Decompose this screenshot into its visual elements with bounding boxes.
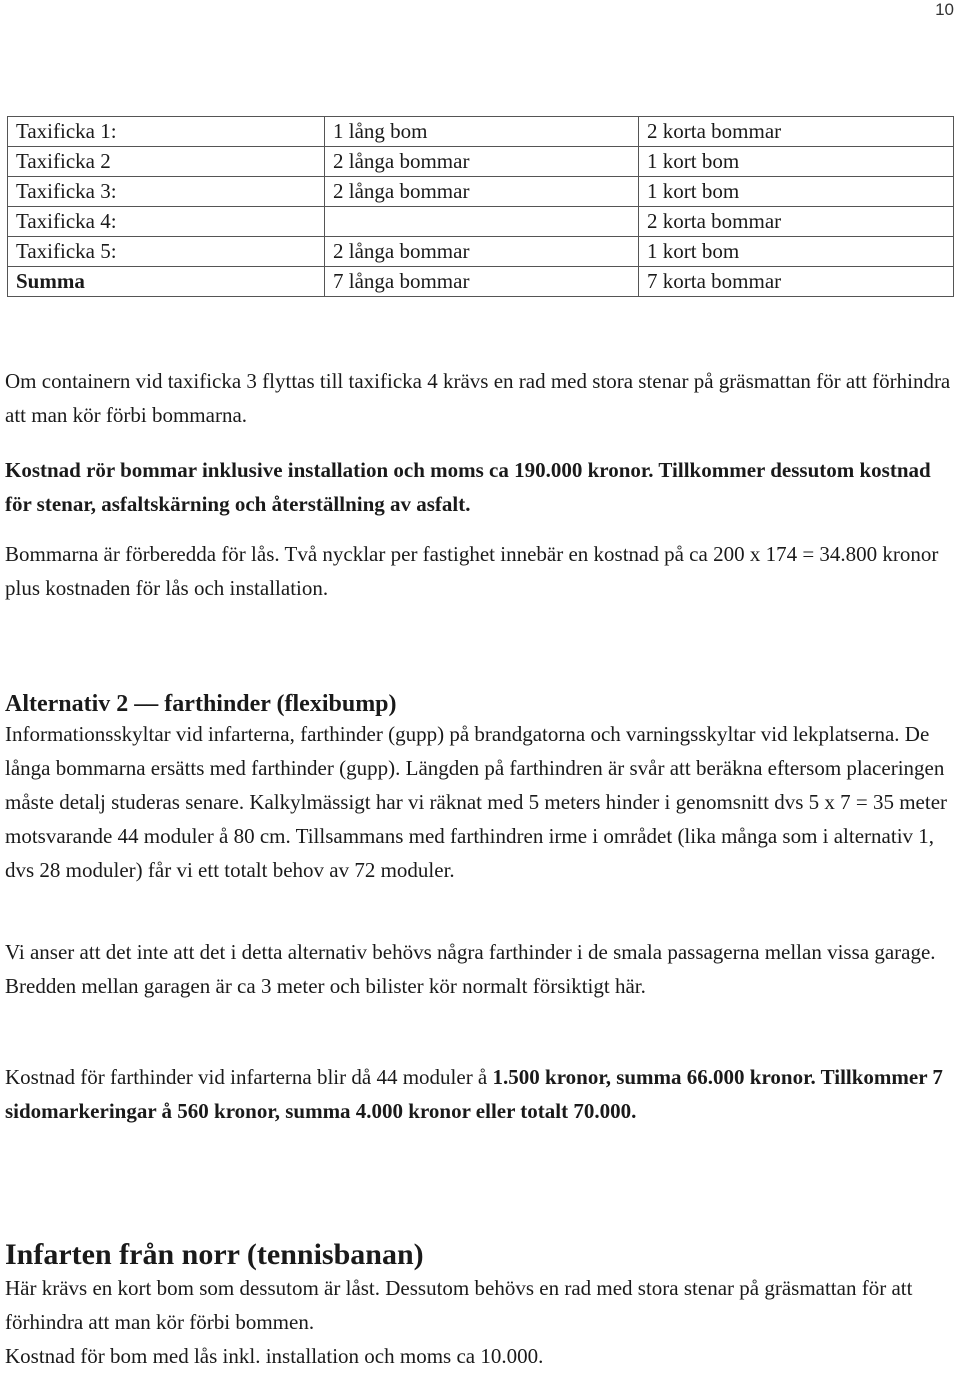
table-cell: 1 kort bom xyxy=(639,177,954,207)
heading-infarten-norr: Infarten från norr (tennisbanan) xyxy=(5,1238,424,1271)
table-cell xyxy=(325,207,639,237)
table-row xyxy=(8,177,954,207)
table-row xyxy=(8,117,954,147)
paragraph-las: Bommarna är förberedda för lås. Två nycklar per fastighet innebär en kostnad på ca 200 x 174 = 34.800 kronor plus kostnaden för lås och installation. xyxy=(5,542,939,600)
table-cell: 2 korta bommar xyxy=(639,207,954,237)
table-cell: Taxificka 2 xyxy=(8,147,325,177)
table-row xyxy=(8,147,954,177)
cost-bold-text: 1.500 kronor, summa 66.000 kronor. Tillkommer 7 sidomarkeringar å 560 kronor, summa 4.000 kronor eller totalt 70.000. xyxy=(5,1065,943,1123)
table-cell: Taxificka 4: xyxy=(8,207,325,237)
table-cell: 2 långa bommar xyxy=(325,177,639,207)
table-cell: 7 långa bommar xyxy=(325,267,639,297)
cost-text: Kostnad för farthinder vid infarterna blir då 44 moduler å xyxy=(5,1065,493,1089)
table-row xyxy=(8,237,954,267)
paragraph-kostnad-farthinder xyxy=(5,1060,955,1128)
table-cell: 2 korta bommar xyxy=(639,117,954,147)
table-cell: 2 långa bommar xyxy=(325,237,639,267)
table-row-summa xyxy=(8,267,954,297)
heading-alternativ-2: Alternativ 2 –– farthinder (flexibump) xyxy=(5,691,397,717)
table-cell: Taxificka 1: xyxy=(8,117,325,147)
table-cell: 1 kort bom xyxy=(639,147,954,177)
paragraph-kort-bom: Här krävs en kort bom som dessutom är låst. Dessutom behövs en rad med stora stenar på gräsmattan för att förhindra att man kör förbi bommen. xyxy=(5,1276,913,1334)
bommar-table xyxy=(7,116,954,297)
table-cell: 1 lång bom xyxy=(325,117,639,147)
paragraph-farthinder: Informationsskyltar vid infarterna, farthinder (gupp) på brandgatorna och varningsskyltar vid lekplatserna. De långa bommarna ersätts med farthinder (gupp). Längden på farthindren är svår att beräkna eftersom placeringen måste detalj studeras senare. Kalkylmässigt har vi räknat med 5 meters hinder i genomsnitt dvs 5 x 7 = 35 meter motsvarande 44 moduler å 80 cm. Tillsammans med farthindren irme i området (lika många som i alternativ 1, dvs 28 moduler) får vi ett totalt behov av 72 moduler. xyxy=(5,722,948,882)
table-cell: 2 långa bommar xyxy=(325,147,639,177)
table-cell: 1 kort bom xyxy=(639,237,954,267)
paragraph-container: Om containern vid taxificka 3 flyttas till taxificka 4 krävs en rad med stora stenar på gräsmattan för att förhindra att man kör förbi bommarna. xyxy=(5,369,951,427)
paragraph-kostnad-bommar: Kostnad rör bommar inklusive installation och moms ca 190.000 kronor. Tillkommer dessutom kostnad för stenar, asfaltskärning och återställning av asfalt. xyxy=(5,458,931,516)
page-number: 10 xyxy=(935,0,954,19)
table-cell: 7 korta bommar xyxy=(639,267,954,297)
table-cell: Summa xyxy=(8,267,325,297)
table-row xyxy=(8,207,954,237)
table-cell: Taxificka 3: xyxy=(8,177,325,207)
paragraph-passager: Vi anser att det inte att det i detta alternativ behövs några farthinder i de smala passagerna mellan vissa garage. Bredden mellan garagen är ca 3 meter och bilister kör normalt försiktigt här. xyxy=(5,940,936,998)
paragraph-kostnad-bom: Kostnad för bom med lås inkl. installation och moms ca 10.000. xyxy=(5,1344,544,1368)
table-cell: Taxificka 5: xyxy=(8,237,325,267)
